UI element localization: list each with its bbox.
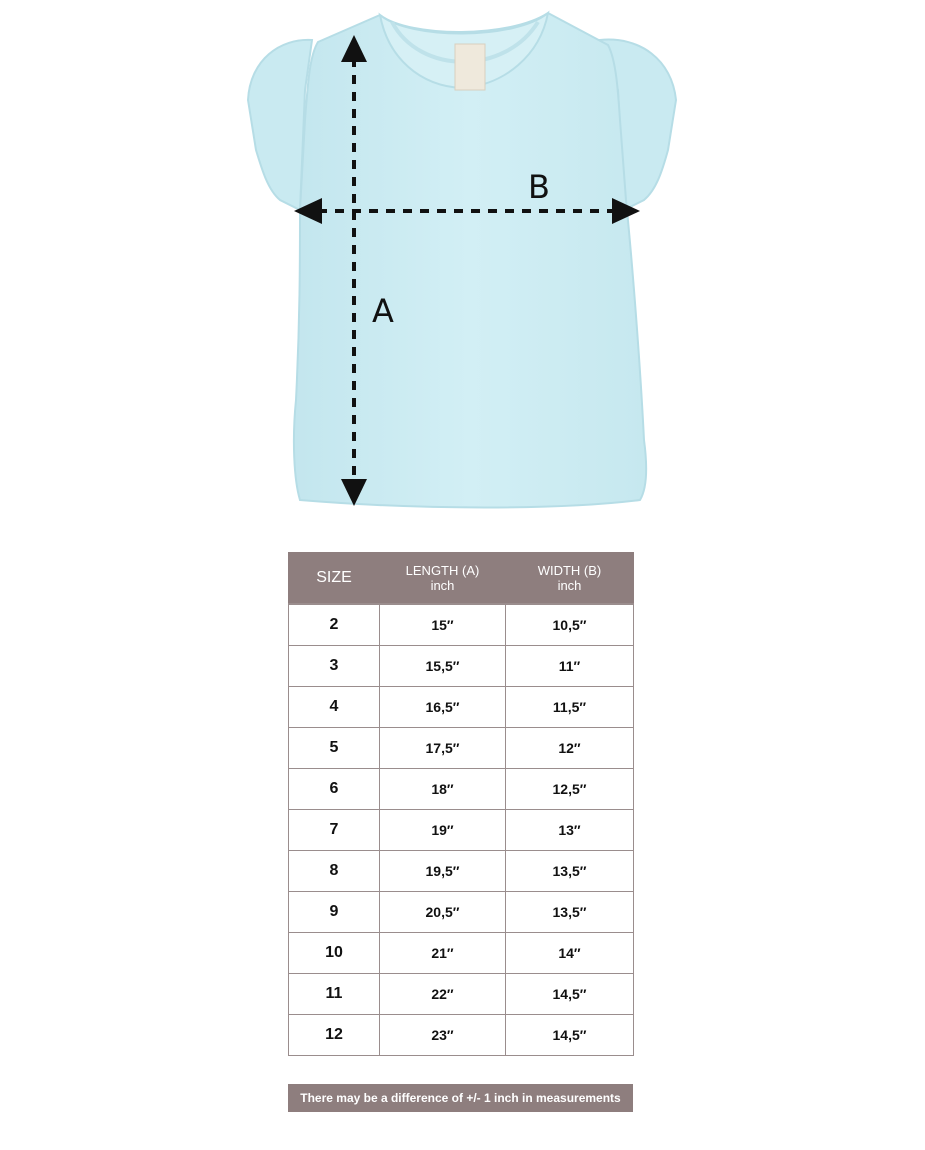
table-row xyxy=(289,604,634,646)
length-cell: 18″ xyxy=(380,769,506,810)
header-width-label: WIDTH (B) xyxy=(537,563,602,578)
table-row xyxy=(289,646,634,687)
table-header-row xyxy=(289,553,634,605)
length-cell: 16,5″ xyxy=(380,687,506,728)
clothing-tag xyxy=(455,44,485,90)
header-size: SIZE xyxy=(289,553,380,605)
measurement-note: There may be a difference of +/- 1 inch in measurements xyxy=(288,1084,633,1112)
table-row xyxy=(289,810,634,851)
size-cell: 8 xyxy=(289,851,380,892)
table-row xyxy=(289,974,634,1015)
header-length xyxy=(380,553,506,605)
size-cell: 11 xyxy=(289,974,380,1015)
size-cell: 12 xyxy=(289,1015,380,1056)
width-cell: 10,5″ xyxy=(506,604,634,646)
width-cell: 12,5″ xyxy=(506,769,634,810)
header-width xyxy=(506,553,634,605)
header-length-unit: inch xyxy=(430,578,455,593)
size-cell: 9 xyxy=(289,892,380,933)
width-cell: 12″ xyxy=(506,728,634,769)
width-cell: 14″ xyxy=(506,933,634,974)
header-width-unit: inch xyxy=(557,578,582,593)
width-cell: 11″ xyxy=(506,646,634,687)
table-row xyxy=(289,687,634,728)
width-cell: 13″ xyxy=(506,810,634,851)
length-cell: 20,5″ xyxy=(380,892,506,933)
table-row xyxy=(289,769,634,810)
table-row xyxy=(289,728,634,769)
size-cell: 2 xyxy=(289,604,380,646)
size-cell: 4 xyxy=(289,687,380,728)
length-cell: 19,5″ xyxy=(380,851,506,892)
width-cell: 13,5″ xyxy=(506,851,634,892)
table-row xyxy=(289,933,634,974)
table-row xyxy=(289,1015,634,1056)
length-cell: 17,5″ xyxy=(380,728,506,769)
header-length-label: LENGTH (A) xyxy=(405,563,480,578)
length-cell: 21″ xyxy=(380,933,506,974)
length-cell: 15,5″ xyxy=(380,646,506,687)
size-cell: 7 xyxy=(289,810,380,851)
size-chart-table xyxy=(288,552,634,1056)
size-cell: 6 xyxy=(289,769,380,810)
width-cell: 14,5″ xyxy=(506,974,634,1015)
tshirt-illustration xyxy=(0,0,925,520)
width-cell: 14,5″ xyxy=(506,1015,634,1056)
size-cell: 5 xyxy=(289,728,380,769)
size-cell: 10 xyxy=(289,933,380,974)
width-cell: 13,5″ xyxy=(506,892,634,933)
length-cell: 23″ xyxy=(380,1015,506,1056)
width-label: B xyxy=(528,168,550,206)
length-label: A xyxy=(372,292,394,330)
size-cell: 3 xyxy=(289,646,380,687)
table-row xyxy=(289,851,634,892)
table-row xyxy=(289,892,634,933)
length-cell: 19″ xyxy=(380,810,506,851)
length-cell: 15″ xyxy=(380,604,506,646)
length-cell: 22″ xyxy=(380,974,506,1015)
width-cell: 11,5″ xyxy=(506,687,634,728)
